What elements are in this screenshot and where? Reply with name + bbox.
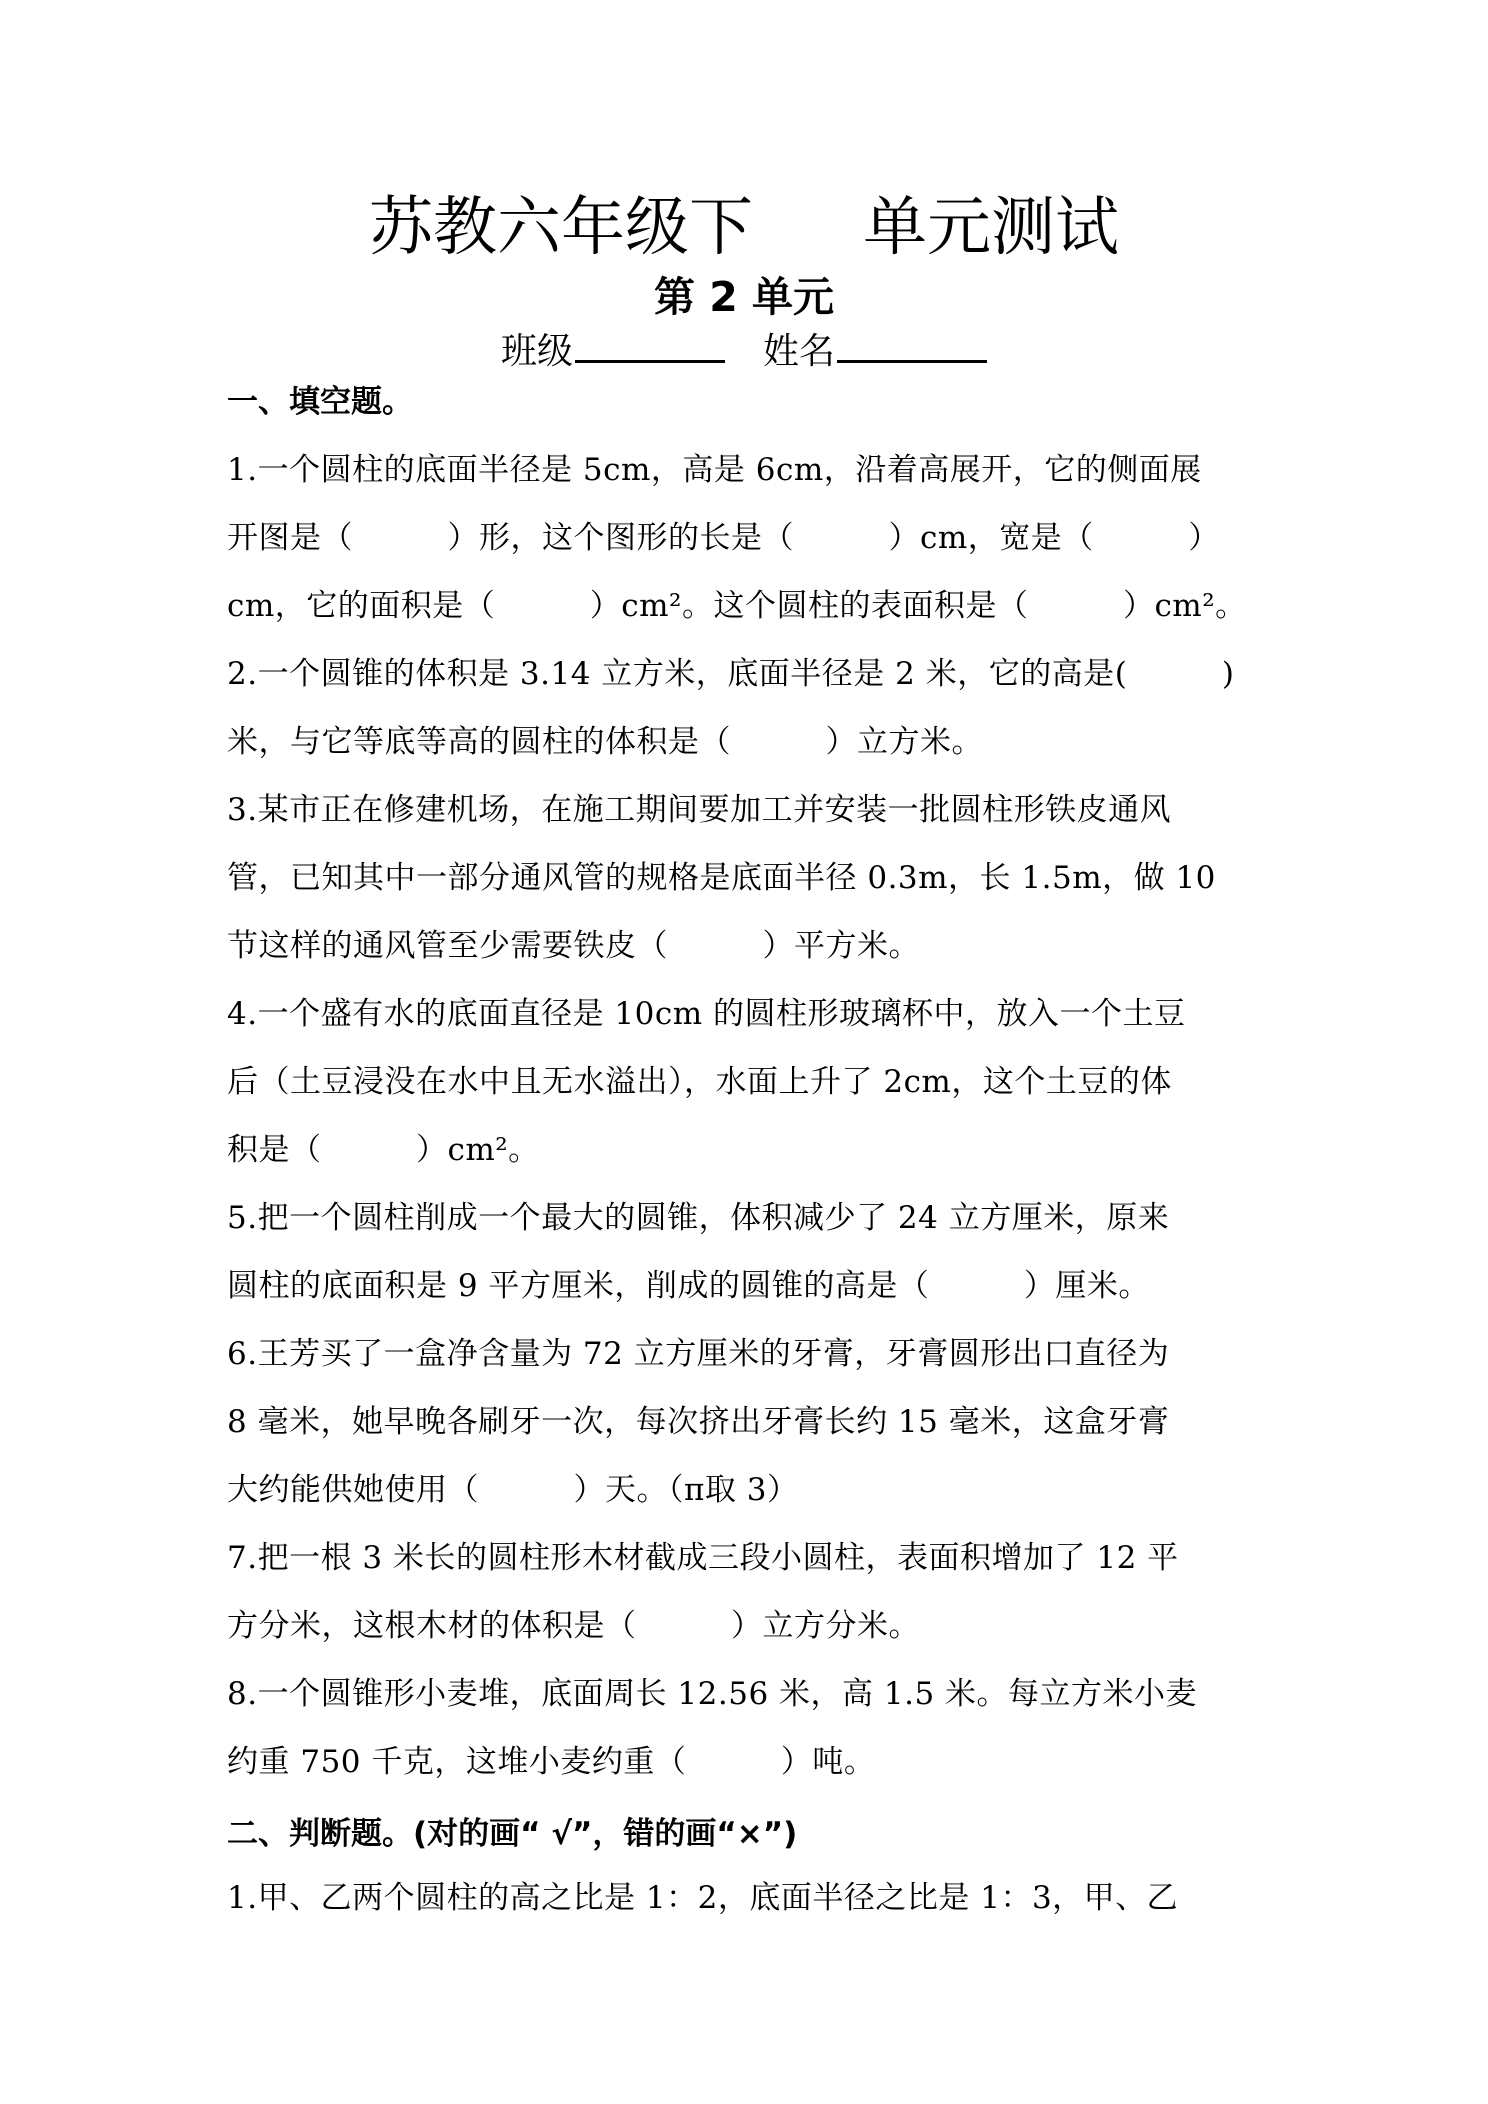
page-title	[0, 186, 1488, 270]
question-1-2	[227, 640, 1272, 776]
question-line: 1.甲、乙两个圆柱的高之比是 1：2，底面半径之比是 1：3，甲、乙	[227, 1880, 1179, 1916]
class-blank[interactable]	[575, 326, 725, 363]
question-line: 方分米，这根木材的体积是（ ）立方分米。	[227, 1608, 920, 1644]
question-1-7	[227, 1524, 1272, 1660]
question-line: 约重 750 千克，这堆小麦约重（ ）吨。	[227, 1744, 876, 1780]
question-line: 大约能供她使用（ ）天。（π取 3）	[227, 1472, 799, 1508]
question-1-5	[227, 1184, 1272, 1320]
question-line: 后（土豆浸没在水中且无水溢出），水面上升了 2cm，这个土豆的体	[227, 1064, 1172, 1100]
question-line: 8 毫米，她早晚各刷牙一次，每次挤出牙膏长约 15 毫米，这盒牙膏	[227, 1404, 1170, 1440]
question-line: 5.把一个圆柱削成一个最大的圆锥，体积减少了 24 立方厘米，原来	[227, 1200, 1170, 1236]
question-line: 1.一个圆柱的底面半径是 5cm，高是 6cm，沿着高展开，它的侧面展	[227, 452, 1202, 488]
question-line: 米，与它等底等高的圆柱的体积是（ ）立方米。	[227, 724, 983, 760]
name-label: 姓名	[763, 331, 836, 372]
question-line: 7.把一根 3 米长的圆柱形木材截成三段小圆柱，表面积增加了 12 平	[227, 1540, 1179, 1576]
question-1-4	[227, 980, 1272, 1184]
question-line: 积是（ ）cm²。	[227, 1132, 540, 1168]
question-line: 管，已知其中一部分通风管的规格是底面半径 0.3m，长 1.5m，做 10	[227, 860, 1216, 896]
question-line: 3.某市正在修建机场，在施工期间要加工并安装一批圆柱形铁皮通风	[227, 792, 1172, 828]
question-line: 节这样的通风管至少需要铁皮（ ）平方米。	[227, 928, 920, 964]
section-1-heading: 一、填空题。	[227, 384, 413, 420]
question-line: 6.王芳买了一盒净含量为 72 立方厘米的牙膏，牙膏圆形出口直径为	[227, 1336, 1170, 1372]
question-line: 4.一个盛有水的底面直径是 10cm 的圆柱形玻璃杯中，放入一个土豆	[227, 996, 1186, 1032]
question-1-6	[227, 1320, 1272, 1524]
title-right: 单元测试	[863, 191, 1119, 265]
question-line: 2.一个圆锥的体积是 3.14 立方米，底面半径是 2 米，它的高是( )	[227, 656, 1235, 692]
section-2-heading: 二、判断题。(对的画“ √”，错的画“×”)	[227, 1816, 798, 1852]
title-left: 苏教六年级下	[369, 191, 753, 265]
question-line: 圆柱的底面积是 9 平方厘米，削成的圆锥的高是（ ）厘米。	[227, 1268, 1150, 1304]
question-line: 开图是（ ）形，这个图形的长是（ ）cm，宽是（ ）	[227, 520, 1220, 556]
question-2-1	[227, 1864, 1272, 1932]
question-line: cm，它的面积是（ ）cm²。这个圆柱的表面积是（ ）cm²。	[227, 588, 1247, 624]
student-info-line	[0, 326, 1488, 376]
question-1-1	[227, 436, 1272, 640]
question-1-3	[227, 776, 1272, 980]
name-blank[interactable]	[837, 326, 987, 363]
question-line: 8.一个圆锥形小麦堆，底面周长 12.56 米，高 1.5 米。每立方米小麦	[227, 1676, 1198, 1712]
class-label: 班级	[500, 331, 573, 372]
question-1-8	[227, 1660, 1272, 1796]
page-subtitle: 第 2 单元	[653, 273, 835, 321]
